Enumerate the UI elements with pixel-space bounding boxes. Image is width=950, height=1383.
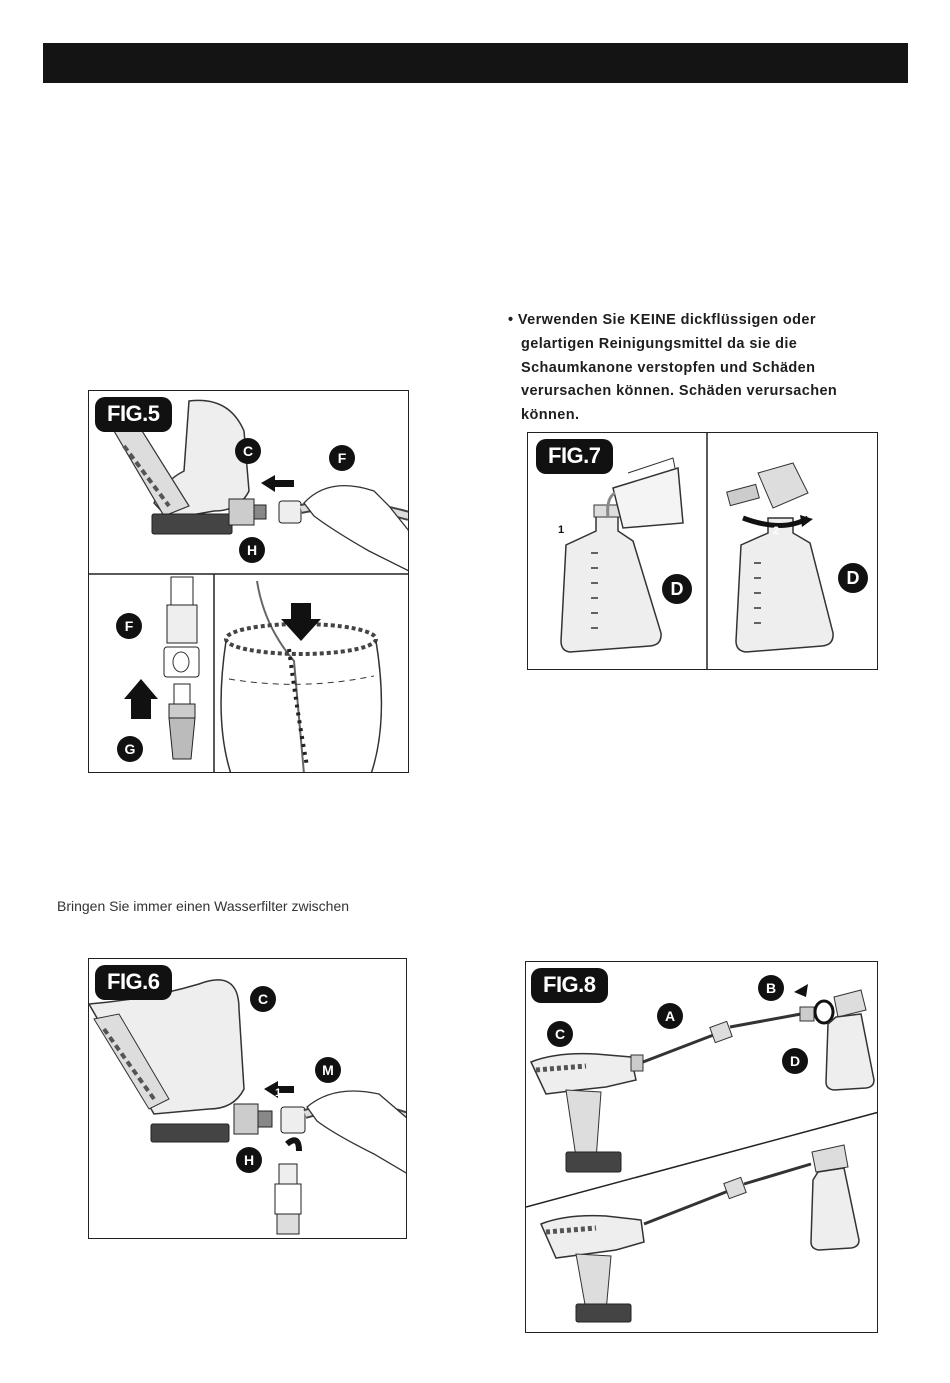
callout-m: M [315,1057,341,1083]
callout-f: F [116,613,142,639]
header-bar [43,43,908,83]
warning-line: Schaumkanone verstopfen und Schäden [521,359,816,376]
warning-line: verursachen können. Schäden verursachen [521,383,838,400]
step-number: 1 [275,1087,282,1099]
callout-c: C [235,438,261,464]
callout-d: D [838,563,868,593]
fig8-label: FIG.8 [531,968,608,1003]
water-filter-note: Bringen Sie immer einen Wasserfilter zwischen [57,898,350,914]
callout-f: F [329,445,355,471]
callout-c: C [547,1021,573,1047]
figure-5 [88,390,409,773]
step-number: 2 [773,525,780,537]
callout-c: C [250,986,276,1012]
fig7-label: FIG.7 [536,439,613,474]
figure-6 [88,958,407,1239]
step-number: 1 [558,524,565,536]
step-number: 2 [290,1144,297,1156]
callout-d: D [782,1048,808,1074]
fig6-label: FIG.6 [95,965,172,1000]
callout-h: H [239,537,265,563]
callout-h: H [236,1147,262,1173]
callout-a: A [657,1003,683,1029]
callout-b: B [758,975,784,1001]
fig6-illustration [89,959,407,1239]
callout-g: G [117,736,143,762]
fig8-illustration [526,962,878,1333]
figure-7 [527,432,878,670]
warning-line: gelartigen Reinigungsmittel da sie die [521,335,798,352]
foam-cannon-warning [508,309,908,428]
callout-d: D [662,574,692,604]
warning-line: • Verwenden Sie KEINE dickflüssigen oder [508,312,816,328]
figure-8 [525,961,878,1333]
warning-line: können. [521,407,580,424]
fig5-label: FIG.5 [95,397,172,432]
